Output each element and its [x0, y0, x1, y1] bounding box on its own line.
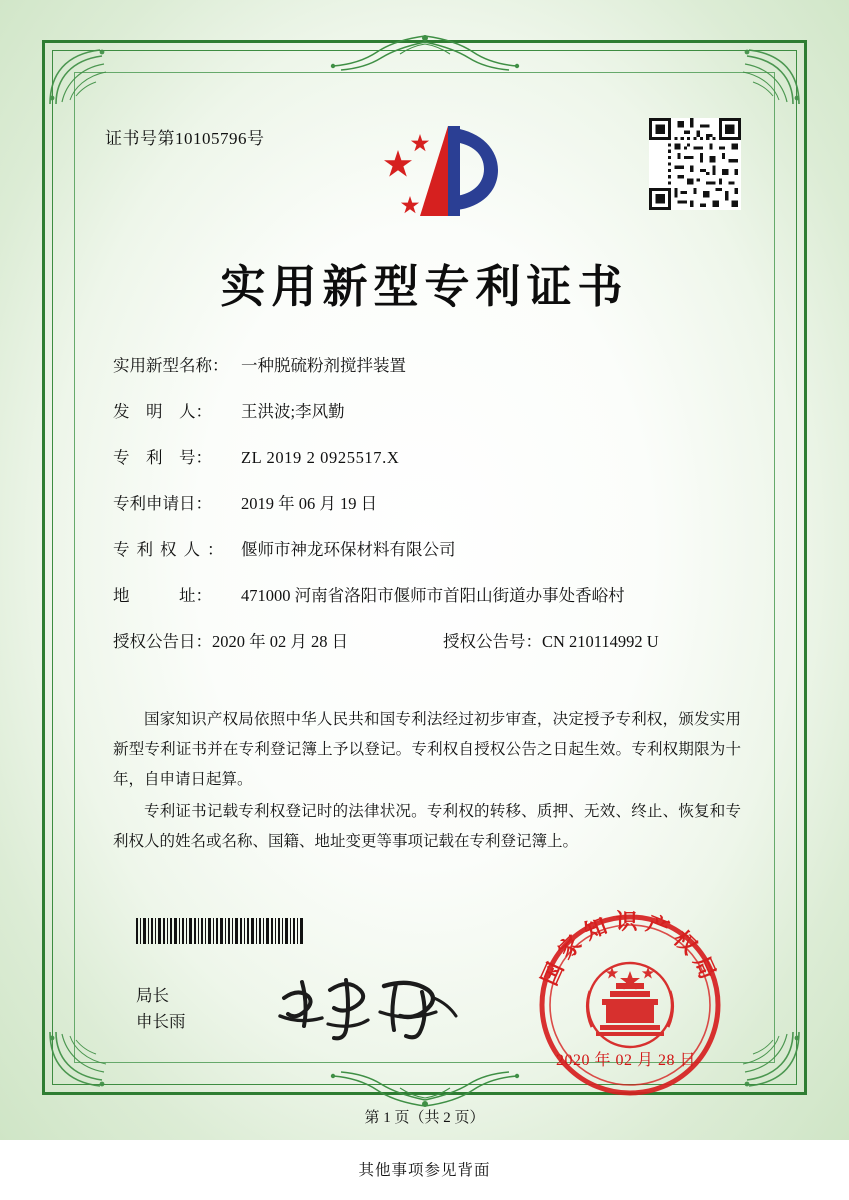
- field-utility-model-name: [113, 352, 743, 376]
- field-label: 发 明 人：: [113, 402, 212, 421]
- field-application-date: [113, 490, 743, 514]
- grant-date-label: 授权公告日：: [113, 632, 212, 651]
- grant-number-label: 授权公告号：: [443, 632, 542, 651]
- svg-text:国家知识产权局: 国家知识产权局: [536, 909, 724, 990]
- field-label: 专利申请日：: [113, 494, 212, 513]
- field-patentee: [113, 536, 743, 560]
- field-value: 王洪波;李风勤: [241, 402, 345, 421]
- field-list: [113, 352, 743, 652]
- legal-paragraph-1: 国家知识产权局依照中华人民共和国专利法经过初步审查，决定授予专利权，颁发实用新型专利证书并在专利登记簿上予以登记。专利权自授权公告之日起生效。专利权期限为十年，自申请日起算。: [113, 711, 741, 788]
- seal-date: 2020 年 02 月 28 日: [556, 1052, 697, 1069]
- field-grant-row: [113, 628, 743, 652]
- corner-ornament-icon: [46, 44, 132, 108]
- field-label: 实用新型名称：: [113, 356, 229, 375]
- corner-ornament-icon: [717, 44, 803, 108]
- field-value: 偃师市神龙环保材料有限公司: [241, 540, 456, 559]
- grant-number: [443, 628, 659, 652]
- bottom-note: 其他事项参见背面: [358, 1162, 491, 1179]
- director-title: 局长: [136, 986, 169, 1005]
- director-name: 申长雨: [136, 1012, 186, 1031]
- grant-date: [113, 628, 443, 652]
- field-value: 471000 河南省洛阳市偃师市首阳山街道办事处香峪村: [241, 586, 625, 605]
- official-seal-icon: [530, 905, 730, 1105]
- field-inventor: [113, 398, 743, 422]
- field-value: ZL 2019 2 0925517.X: [241, 448, 400, 467]
- page-title: 实用新型专利证书: [220, 260, 629, 313]
- legal-text-block: [113, 705, 741, 859]
- signature-block: [136, 983, 186, 1035]
- field-label: 专利权人：: [113, 540, 231, 559]
- legal-paragraph-2: 专利证书记载专利权登记时的法律状况。专利权的转移、质押、无效、终止、恢复和专利权人的姓名或名称、国籍、地址变更等事项记载在专利登记簿上。: [113, 803, 741, 850]
- field-value: 一种脱硫粉剂搅拌装置: [241, 356, 406, 375]
- corner-ornament-icon: [46, 1028, 132, 1092]
- grant-number-value: CN 210114992 U: [542, 632, 659, 651]
- grant-date-value: 2020 年 02 月 28 日: [212, 632, 349, 651]
- field-label: 专 利 号：: [113, 448, 212, 467]
- cnipa-emblem-icon: [374, 112, 514, 232]
- handwritten-signature-icon: [272, 968, 472, 1048]
- field-address: [113, 582, 743, 606]
- top-center-ornament-icon: [280, 30, 570, 74]
- page-indicator: 第 1 页（共 2 页）: [364, 1110, 485, 1126]
- field-patent-number: [113, 444, 743, 468]
- field-value: 2019 年 06 月 19 日: [241, 494, 378, 513]
- qr-code-icon: [649, 118, 741, 210]
- certificate-number: 证书号第10105796号: [105, 129, 265, 148]
- barcode-icon: [136, 918, 306, 944]
- field-label: 地 址：: [113, 586, 212, 605]
